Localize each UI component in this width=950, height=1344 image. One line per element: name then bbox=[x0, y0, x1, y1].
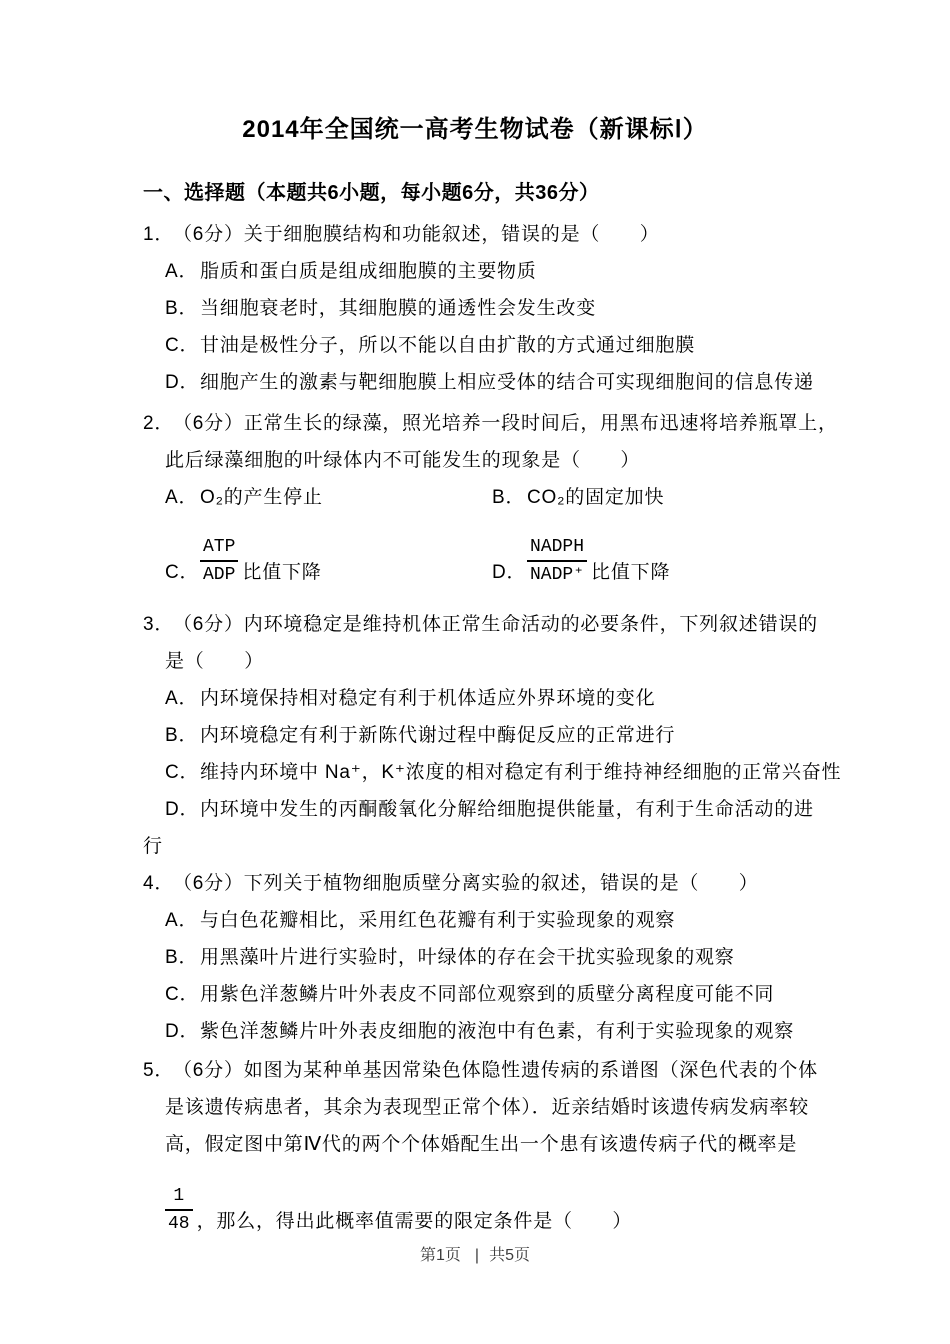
fraction bbox=[527, 535, 587, 588]
question-2-stem-text: （6分）正常生长的绿藻，照光培养一段时间后，用黑布迅速将培养瓶罩上， bbox=[173, 413, 838, 434]
option-label: D． bbox=[165, 799, 200, 820]
question-2-number: 2． bbox=[143, 413, 175, 434]
question-3-option-d bbox=[165, 791, 950, 828]
option-label: A． bbox=[165, 910, 199, 931]
option-text: 用紫色洋葱鳞片叶外表皮不同部位观察到的质壁分离程度可能不同 bbox=[200, 984, 775, 1005]
question-5-fraction-suffix: ，那么，得出此概率值需要的限定条件是（ ） bbox=[196, 1211, 633, 1232]
question-4-option-a bbox=[165, 902, 950, 939]
option-label: D． bbox=[492, 562, 527, 583]
question-2-option-d bbox=[492, 535, 950, 588]
option-text: O₂的产生停止 bbox=[200, 487, 323, 508]
section-heading: 一、选择题（本题共6小题，每小题6分，共36分） bbox=[143, 182, 600, 204]
question-3-option-b bbox=[165, 717, 950, 754]
option-text: 内环境稳定有利于新陈代谢过程中酶促反应的正常进行 bbox=[200, 725, 676, 746]
option-label: B． bbox=[492, 487, 526, 508]
option-label: A． bbox=[165, 487, 199, 508]
question-2-stem-line-2: 此后绿藻细胞的叶绿体内不可能发生的现象是（ ） bbox=[165, 450, 641, 471]
question-4-option-b bbox=[165, 939, 950, 976]
question-2 bbox=[0, 405, 950, 588]
option-label: A． bbox=[165, 261, 199, 282]
question-4-number: 4． bbox=[143, 873, 175, 894]
question-5-fraction-line bbox=[165, 1163, 950, 1237]
fraction-numerator: 1 bbox=[165, 1184, 193, 1211]
option-text: 维持内环境中 Na⁺，K⁺浓度的相对稳定有利于维持神经细胞的正常兴奋性 bbox=[200, 762, 842, 783]
page-footer bbox=[0, 1242, 950, 1265]
option-label: B． bbox=[165, 298, 199, 319]
question-1-number: 1． bbox=[143, 224, 175, 245]
question-2-options-cd bbox=[165, 516, 950, 588]
question-5-stem-line-3: 高，假定图中第Ⅳ代的两个个体婚配生出一个患有该遗传病子代的概率是 bbox=[165, 1134, 798, 1155]
exam-title: 2014年全国统一高考生物试卷（新课标Ⅰ） bbox=[242, 116, 708, 143]
question-5-stem-text: （6分）如图为某种单基因常染色体隐性遗传病的系谱图（深色代表的个体 bbox=[173, 1060, 818, 1081]
question-5-number: 5． bbox=[143, 1060, 175, 1081]
question-2-options-ab bbox=[165, 479, 950, 516]
fraction-denominator: 48 bbox=[168, 1214, 190, 1234]
option-text: CO₂的固定加快 bbox=[527, 487, 665, 508]
option-label: A． bbox=[165, 688, 199, 709]
option-label: D． bbox=[165, 372, 200, 393]
question-3-option-c bbox=[165, 754, 950, 791]
option-label: B． bbox=[165, 725, 199, 746]
question-4-stem-text: （6分）下列关于植物细胞质壁分离实验的叙述，错误的是（ ） bbox=[173, 873, 759, 894]
fraction bbox=[165, 1184, 193, 1237]
option-text: 用黑藻叶片进行实验时，叶绿体的存在会干扰实验现象的观察 bbox=[200, 947, 735, 968]
fraction-denominator: ADP bbox=[203, 565, 236, 585]
question-2-option-c bbox=[165, 535, 492, 588]
question-3-option-a bbox=[165, 680, 950, 717]
fraction-numerator: NADPH bbox=[527, 535, 587, 562]
option-text: 甘油是极性分子，所以不能以自由扩散的方式通过细胞膜 bbox=[200, 335, 696, 356]
question-1-option-b bbox=[165, 290, 950, 327]
question-5-stem-line-1 bbox=[143, 1052, 950, 1089]
option-label: C． bbox=[165, 762, 200, 783]
option-label: D． bbox=[165, 1021, 200, 1042]
question-2-stem-line-1 bbox=[143, 405, 950, 442]
footer-current-page: 第1页 bbox=[420, 1247, 461, 1264]
question-3-number: 3． bbox=[143, 614, 175, 635]
question-1-stem-text: （6分）关于细胞膜结构和功能叙述，错误的是（ ） bbox=[173, 224, 660, 245]
fraction bbox=[200, 535, 238, 588]
option-text: 细胞产生的激素与靶细胞膜上相应受体的结合可实现细胞间的信息传递 bbox=[200, 372, 814, 393]
question-3 bbox=[0, 606, 950, 865]
question-4-option-d bbox=[165, 1013, 950, 1050]
question-1-option-a bbox=[165, 253, 950, 290]
question-3-stem-text: （6分）内环境稳定是维持机体正常生命活动的必要条件，下列叙述错误的 bbox=[173, 614, 818, 635]
question-3-stem-line-1 bbox=[143, 606, 950, 643]
option-label: C． bbox=[165, 562, 200, 583]
option-text: 紫色洋葱鳞片叶外表皮细胞的液泡中有色素，有利于实验现象的观察 bbox=[200, 1021, 795, 1042]
option-suffix: 比值下降 bbox=[591, 562, 671, 583]
question-1-option-c bbox=[165, 327, 950, 364]
option-text: 脂质和蛋白质是组成细胞膜的主要物质 bbox=[200, 261, 537, 282]
question-2-option-a bbox=[165, 479, 492, 516]
option-text: 当细胞衰老时，其细胞膜的通透性会发生改变 bbox=[200, 298, 597, 319]
option-label: B． bbox=[165, 947, 199, 968]
question-3-option-d-wrap: 行 bbox=[143, 836, 163, 857]
question-5-stem-line-2: 是该遗传病患者，其余为表现型正常个体）．近亲结婚时该遗传病发病率较 bbox=[165, 1097, 809, 1118]
question-4-stem bbox=[143, 865, 950, 902]
question-1 bbox=[0, 216, 950, 401]
question-4-option-c bbox=[165, 976, 950, 1013]
footer-separator: | bbox=[474, 1247, 480, 1264]
option-text: 内环境保持相对稳定有利于机体适应外界环境的变化 bbox=[200, 688, 656, 709]
fraction-denominator: NADP⁺ bbox=[530, 565, 585, 585]
option-text: 与白色花瓣相比，采用红色花瓣有利于实验现象的观察 bbox=[200, 910, 676, 931]
option-text: 内环境中发生的丙酮酸氧化分解给细胞提供能量，有利于生命活动的进 bbox=[200, 799, 814, 820]
question-4 bbox=[0, 865, 950, 1050]
footer-total-pages: 共5页 bbox=[489, 1247, 530, 1264]
question-1-stem bbox=[143, 216, 950, 253]
fraction-numerator: ATP bbox=[200, 535, 238, 562]
question-3-stem-line-2: 是（ ） bbox=[165, 651, 265, 672]
option-label: C． bbox=[165, 335, 200, 356]
option-suffix: 比值下降 bbox=[242, 562, 322, 583]
question-1-option-d bbox=[165, 364, 950, 401]
question-5 bbox=[0, 1052, 950, 1237]
question-2-option-b bbox=[492, 479, 950, 516]
option-label: C． bbox=[165, 984, 200, 1005]
